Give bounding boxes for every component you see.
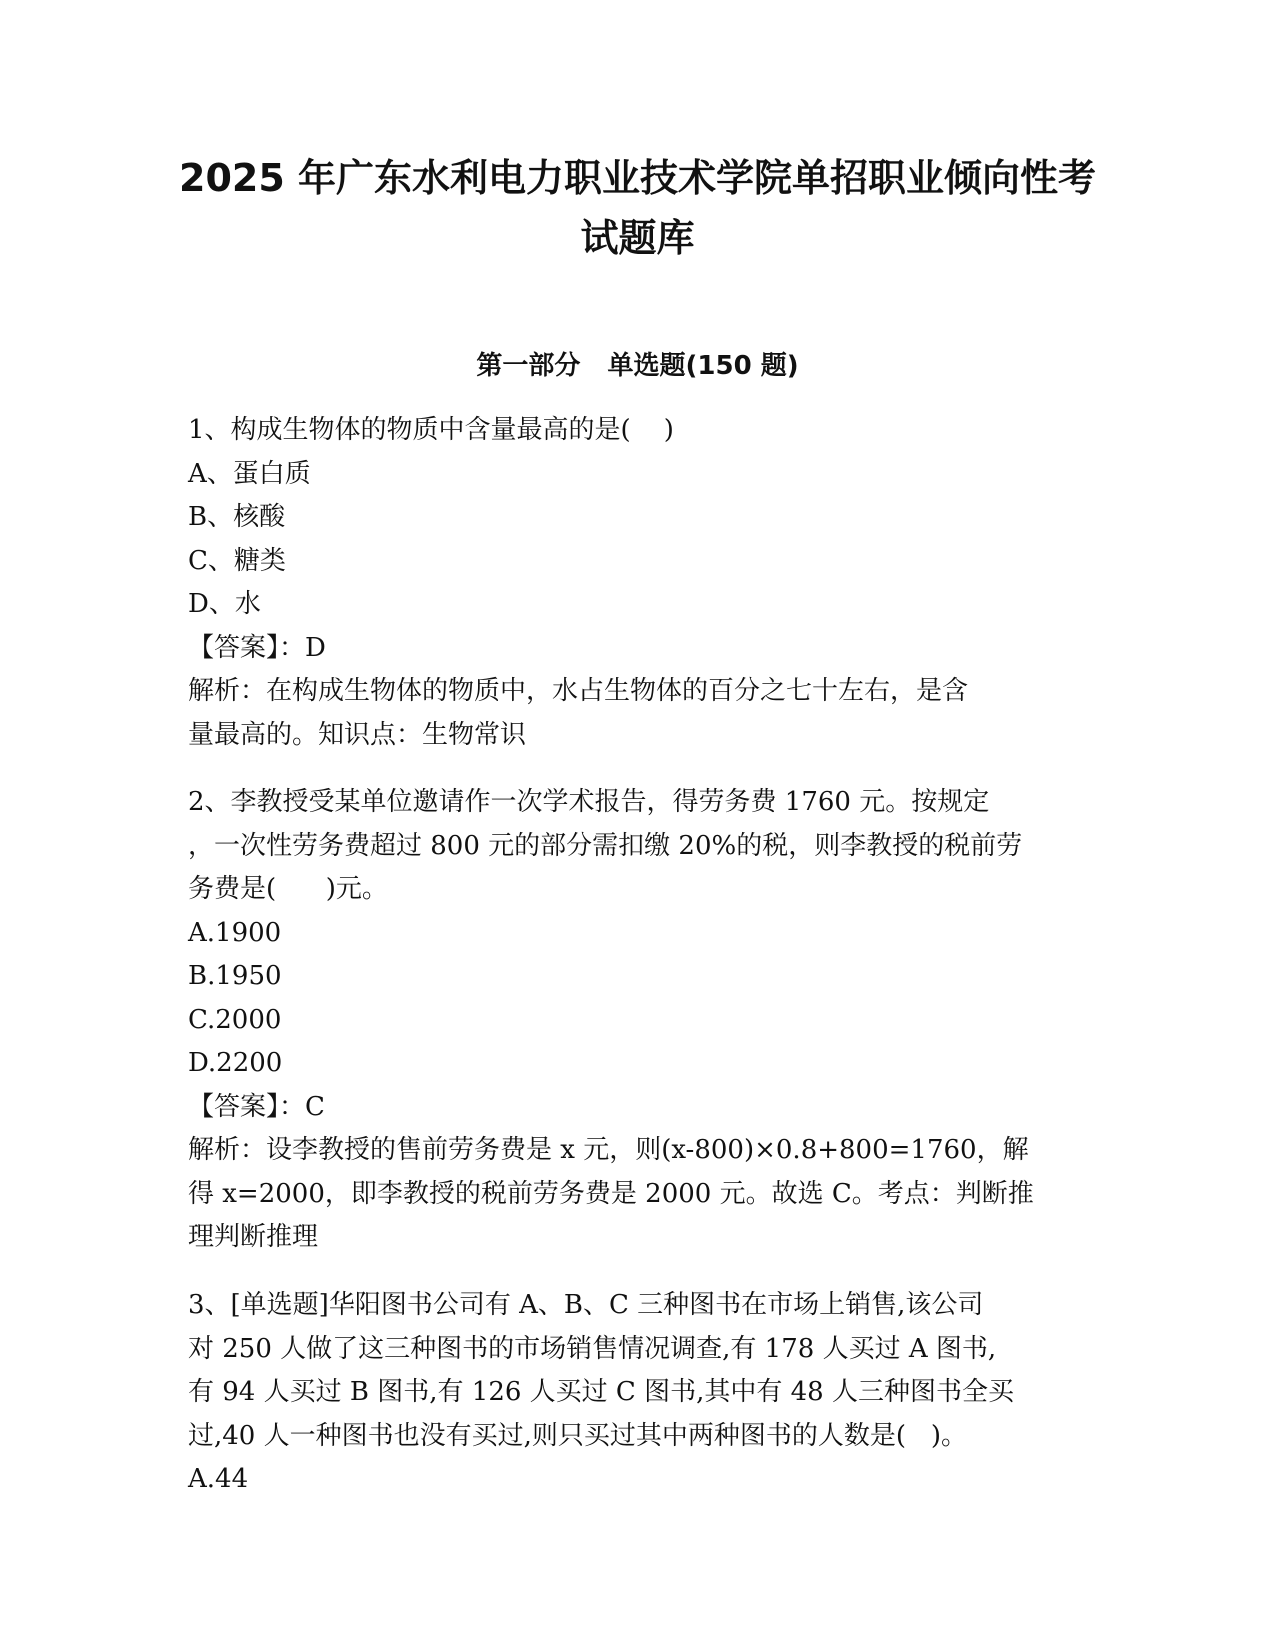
question-2-analysis-line-1: 解析：设李教授的售前劳务费是 x 元，则(x-800)×0.8+800=1760，解 xyxy=(188,1135,1029,1165)
question-3-stem-line-4: 过,40 人一种图书也没有买过,则只买过其中两种图书的人数是( )。 xyxy=(188,1420,967,1451)
question-1-answer: 【答案】：D xyxy=(188,632,326,663)
question-2-option-d: D.2200 xyxy=(188,1048,283,1078)
question-2-option-a: A.1900 xyxy=(188,917,282,948)
question-2 xyxy=(188,781,1088,1260)
question-1-analysis-line-1: 解析：在构成生物体的物质中，水占生物体的百分之七十左右，是含 xyxy=(188,676,969,706)
question-1-option-a: A、蛋白质 xyxy=(188,458,311,489)
question-3-option-a: A.44 xyxy=(188,1464,249,1494)
question-2-analysis-line-3: 理判断推理 xyxy=(188,1222,319,1252)
question-3-stem-line-2: 对 250 人做了这三种图书的市场销售情况调查,有 178 人买过 A 图书, xyxy=(188,1333,997,1364)
document-title xyxy=(150,148,1125,268)
question-1-option-b: B、核酸 xyxy=(188,502,286,532)
question-2-answer: 【答案】：C xyxy=(188,1091,325,1122)
question-2-stem-line-2: ，一次性劳务费超过 800 元的部分需扣缴 20%的税，则李教授的税前劳 xyxy=(188,830,1023,861)
question-2-stem-line-3: 务费是( )元。 xyxy=(188,874,388,904)
question-1-option-c: C、糖类 xyxy=(188,545,286,576)
question-2-analysis-line-2: 得 x=2000，即李教授的税前劳务费是 2000 元。故选 C。考点：判断推 xyxy=(188,1178,1034,1209)
question-2-stem-line-1: 2、李教授受某单位邀请作一次学术报告，得劳务费 1760 元。按规定 xyxy=(188,787,990,817)
question-3-stem-line-1: 3、[单选题]华阳图书公司有 A、B、C 三种图书在市场上销售,该公司 xyxy=(188,1290,984,1320)
question-1-stem: 1、构成生物体的物质中含量最高的是( ) xyxy=(188,415,674,445)
question-3-stem-line-3: 有 94 人买过 B 图书,有 126 人买过 C 图书,其中有 48 人三种图书全买 xyxy=(188,1377,1014,1407)
document-title-line-1: 2025 年广东水利电力职业技术学院单招职业倾向性考 xyxy=(179,156,1096,200)
question-1-option-d: D、水 xyxy=(188,589,261,619)
document-title-line-2: 试题库 xyxy=(580,216,695,260)
question-2-option-c: C.2000 xyxy=(188,1004,282,1035)
question-1 xyxy=(188,409,1088,757)
question-3 xyxy=(188,1284,1088,1502)
section-heading: 第一部分 单选题(150 题) xyxy=(476,351,799,381)
question-2-option-b: B.1950 xyxy=(188,961,282,991)
question-1-analysis-line-2: 量最高的。知识点：生物常识 xyxy=(188,719,527,750)
